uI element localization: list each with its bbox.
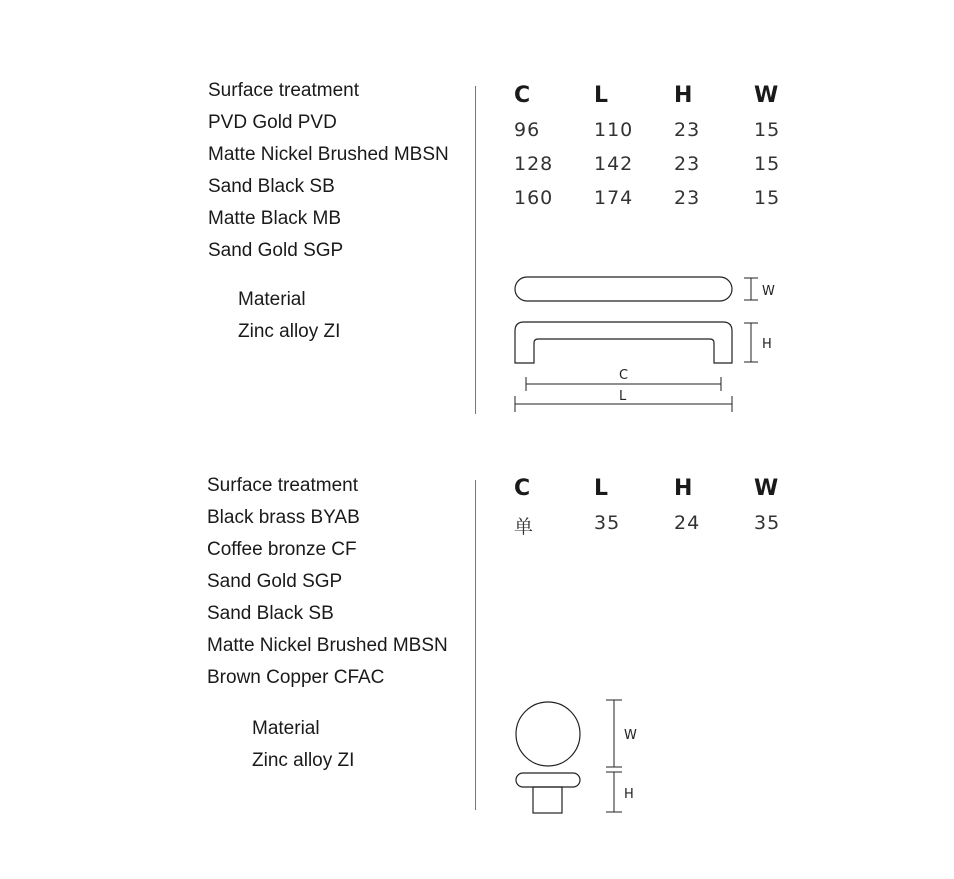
handle-dimension-diagram xyxy=(500,265,800,425)
spec-cell-c: 96 xyxy=(514,119,541,141)
w-label: W xyxy=(624,728,637,743)
l-label: L xyxy=(619,389,627,404)
spec-table-header xyxy=(514,476,834,501)
finish-item: Sand Black SB xyxy=(207,603,334,624)
h-dimension-marker xyxy=(606,772,622,812)
material-heading: Material xyxy=(238,289,306,310)
finish-item: Matte Nickel Brushed MBSN xyxy=(207,635,448,656)
finish-item: Sand Gold SGP xyxy=(208,240,344,261)
spec-header-c: C xyxy=(514,83,531,108)
spec-header-w: W xyxy=(754,476,779,501)
spec-cell-c: 160 xyxy=(514,187,554,209)
spec-header-c: C xyxy=(514,476,531,501)
spec-cell-l: 110 xyxy=(594,119,634,141)
spec-cell-h: 24 xyxy=(674,512,701,534)
spec-cell-w: 15 xyxy=(754,187,781,209)
h-dimension-marker xyxy=(744,323,758,362)
spec-header-h: H xyxy=(674,476,693,501)
knob-dimension-diagram xyxy=(500,690,660,825)
finish-item: Brown Copper CFAC xyxy=(207,667,385,688)
spec-cell-w: 15 xyxy=(754,153,781,175)
c-label: C xyxy=(619,368,629,383)
h-label: H xyxy=(624,787,634,802)
spec-table-header xyxy=(514,83,834,108)
material-block xyxy=(238,284,340,348)
finish-item: Black brass BYAB xyxy=(207,507,360,528)
spec-cell-c: 单 xyxy=(514,516,535,538)
finish-item: Matte Black MB xyxy=(208,208,342,229)
knob-stem-side-view xyxy=(533,787,562,813)
material-value: Zinc alloy ZI xyxy=(252,750,355,771)
w-dimension-marker xyxy=(744,278,758,300)
spec-cell-w: 35 xyxy=(754,512,781,534)
spec-cell-h: 23 xyxy=(674,153,701,175)
spec-cell-h: 23 xyxy=(674,187,701,209)
finish-item: Sand Black SB xyxy=(208,176,335,197)
handle-side-view xyxy=(515,322,732,363)
knob-top-view xyxy=(516,702,580,766)
material-block xyxy=(252,713,354,777)
finish-item: Sand Gold SGP xyxy=(207,571,343,592)
surface-treatment-heading: Surface treatment xyxy=(207,475,359,496)
surface-treatment-list xyxy=(207,470,448,694)
spec-cell-c: 128 xyxy=(514,153,554,175)
w-dimension-marker xyxy=(606,700,622,767)
knob-cap-side-view xyxy=(516,773,580,787)
spec-cell-h: 23 xyxy=(674,119,701,141)
h-label: H xyxy=(762,337,772,352)
handle-top-view xyxy=(515,277,732,301)
material-value: Zinc alloy ZI xyxy=(238,321,341,342)
finish-item: Coffee bronze CF xyxy=(207,539,357,560)
column-divider xyxy=(475,86,476,414)
spec-row xyxy=(514,153,834,175)
spec-header-h: H xyxy=(674,83,693,108)
spec-header-l: L xyxy=(594,476,609,501)
spec-row xyxy=(514,187,834,209)
column-divider xyxy=(475,480,476,810)
material-heading: Material xyxy=(252,718,320,739)
spec-row xyxy=(514,119,834,141)
surface-treatment-list xyxy=(208,75,449,267)
spec-cell-l: 35 xyxy=(594,512,621,534)
spec-row xyxy=(514,512,834,539)
spec-cell-w: 15 xyxy=(754,119,781,141)
spec-cell-l: 174 xyxy=(594,187,634,209)
finish-item: Matte Nickel Brushed MBSN xyxy=(208,144,449,165)
spec-header-l: L xyxy=(594,83,609,108)
finish-item: PVD Gold PVD xyxy=(208,112,337,133)
w-label: W xyxy=(762,284,775,299)
spec-cell-l: 142 xyxy=(594,153,634,175)
surface-treatment-heading: Surface treatment xyxy=(208,80,360,101)
spec-header-w: W xyxy=(754,83,779,108)
